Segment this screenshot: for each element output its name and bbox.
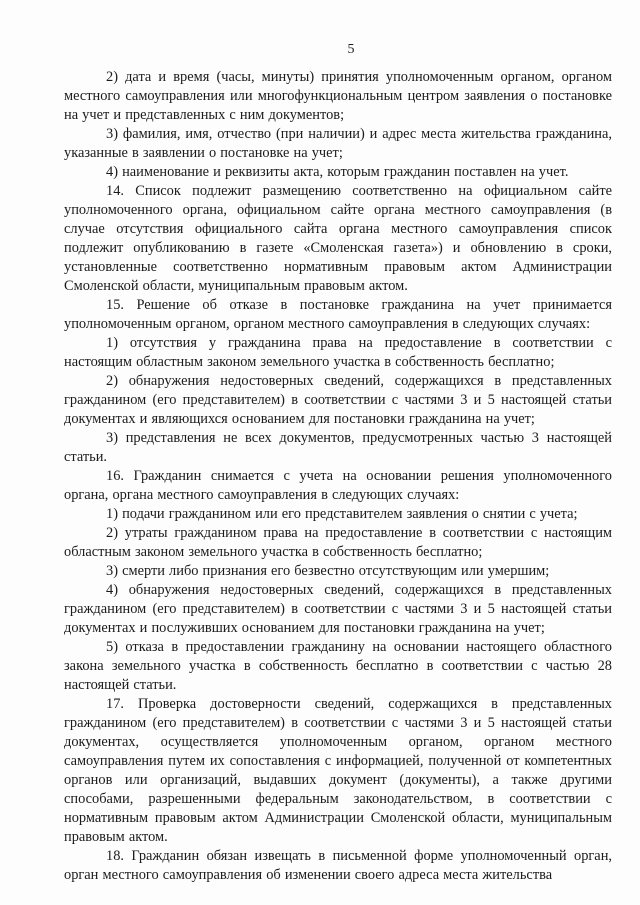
page-number: 5 — [347, 42, 355, 57]
paragraph: 17. Проверка достоверности сведений, содержащихся в представленных гражданином (его представителем) в соответствии с частями 3 и 5 настоящей статьи документах, осуществляется уполномоченным органом, органом местного самоуправления путем их сопоставления с информацией, полученной от компетентных органов или организаций, выдавших документ (документы), а также другими способами, разрешенными федеральным законодательством, в соответствии с нормативным правовым актом Администрации Смоленской области, муниципальным правовым актом. — [64, 696, 612, 845]
paragraph: 5) отказа в предоставлении гражданину на основании настоящего областного закона земельного участка в собственность бесплатно в соответствии с частью 28 настоящей статьи. — [64, 639, 612, 693]
paragraph: 3) представления не всех документов, предусмотренных частью 3 настоящей статьи. — [64, 430, 612, 465]
paragraph: 1) отсутствия у гражданина права на предоставление в соответствии с настоящим областным законом земельного участка в собственность бесплатно; — [64, 335, 612, 370]
paragraph: 2) дата и время (часы, минуты) принятия уполномоченным органом, органом местного самоуправления или многофункциональным центром заявления о постановке на учет и представленных с ним документов; — [64, 69, 612, 123]
paragraph: 1) подачи гражданином или его представителем заявления о снятии с учета; — [106, 506, 578, 522]
paragraph: 4) обнаружения недостоверных сведений, содержащихся в представленных гражданином (его представителем) в соответствии с частями 3 и 5 настоящей статьи документах и послуживших основанием для постановки гражданина на учет; — [64, 582, 612, 636]
paragraph: 3) фамилия, имя, отчество (при наличии) и адрес места жительства гражданина, указанные в заявлении о постановке на учет; — [64, 126, 612, 161]
paragraph: 16. Гражданин снимается с учета на основании решения уполномоченного органа, органа местного самоуправления в следующих случаях: — [64, 468, 612, 503]
paragraph: 4) наименование и реквизиты акта, которым гражданин поставлен на учет. — [106, 164, 569, 180]
paragraph: 18. Гражданин обязан извещать в письменной форме уполномоченный орган, орган местного самоуправления об изменении своего адреса места жительства — [64, 848, 612, 883]
paragraph: 14. Список подлежит размещению соответственно на официальном сайте уполномоченного органа, официальном сайте органа местного самоуправления (в случае отсутствия официального сайта органа местного самоуправления список подлежит опубликованию в газете «Смоленская газета») и обновлению в сроки, установленные соответственно нормативным правовым актом Администрации Смоленской области, муниципальным правовым актом. — [64, 183, 612, 294]
paragraph: 15. Решение об отказе в постановке гражданина на учет принимается уполномоченным органом, органом местного самоуправления в следующих случаях: — [64, 297, 612, 332]
paragraph: 3) смерти либо признания его безвестно отсутствующим или умершим; — [106, 563, 550, 579]
document-body — [64, 68, 612, 885]
paragraph: 2) утраты гражданином права на предоставление в соответствии с настоящим областным законом земельного участка в собственность бесплатно; — [64, 525, 612, 560]
paragraph: 2) обнаружения недостоверных сведений, содержащихся в представленных гражданином (его представителем) в соответствии с частями 3 и 5 настоящей статьи документах и являющихся основанием для постановки гражданина на учет; — [64, 373, 612, 427]
